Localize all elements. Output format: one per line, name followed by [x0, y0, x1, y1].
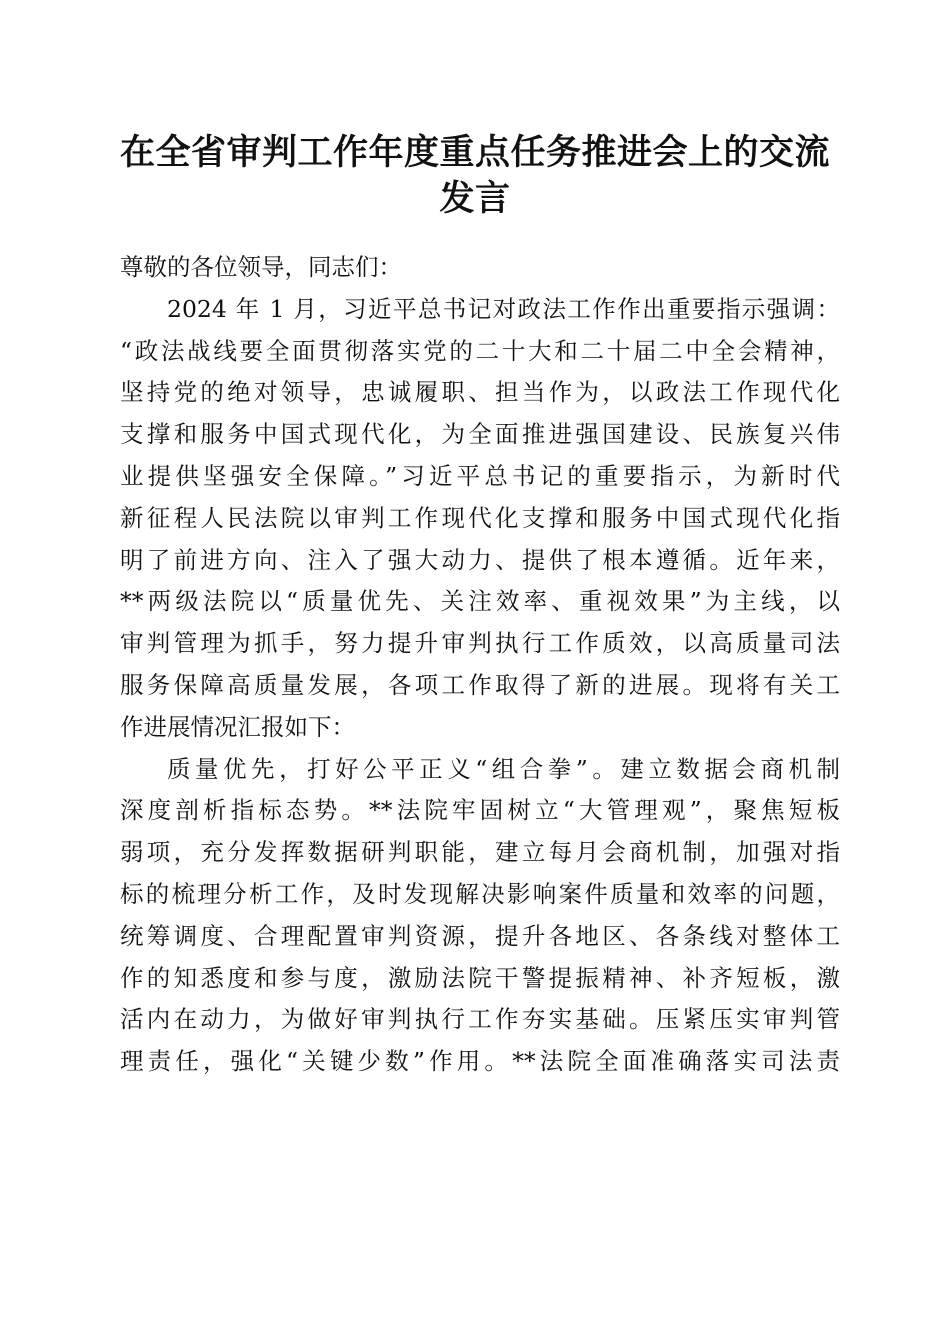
paragraph-line: 统筹调度、合理配置审判资源，提升各地区、各条线对整体工 — [120, 921, 840, 950]
title-line: 在全省审判工作年度重点任务推进会上的交流 — [119, 132, 830, 173]
paragraph-line: 深度剖析指标态势。**法院牢固树立“大管理观”，聚焦短板 — [120, 796, 840, 825]
paragraph-line: 作进展情况汇报如下： — [120, 712, 355, 741]
paragraph-line: “政法战线要全面贯彻落实党的二十大和二十届二中全会精神， — [120, 336, 840, 365]
paragraph-2 — [120, 749, 840, 1083]
paragraph-line: 标的梳理分析工作，及时发现解决影响案件质量和效率的问题， — [120, 879, 840, 908]
paragraph-line: 服务保障高质量发展，各项工作取得了新的进展。现将有关工 — [120, 670, 840, 699]
paragraph-line: 支撑和服务中国式现代化，为全面推进强国建设、民族复兴伟 — [120, 420, 840, 449]
paragraph-line: 坚持党的绝对领导，忠诚履职、担当作为，以政法工作现代化 — [120, 378, 840, 407]
paragraph-line: 理责任，强化“关键少数”作用。**法院全面准确落实司法责 — [120, 1047, 840, 1076]
paragraph-line: 新征程人民法院以审判工作现代化支撑和服务中国式现代化指 — [120, 503, 840, 532]
paragraph-line: 活内在动力，为做好审判执行工作夯实基础。压紧压实审判管 — [120, 1005, 840, 1034]
paragraph-line: **两级法院以“质量优先、关注效率、重视效果”为主线，以 — [120, 587, 840, 616]
document-body — [120, 247, 840, 1083]
paragraph-1 — [120, 289, 840, 749]
salutation: 尊敬的各位领导，同志们： — [120, 253, 402, 281]
paragraph-line: 弱项，充分发挥数据研判职能，建立每月会商机制，加强对指 — [120, 838, 840, 867]
title-line: 发言 — [439, 178, 511, 219]
paragraph-line: 明了前进方向、注入了强大动力、提供了根本遵循。近年来， — [120, 545, 840, 574]
paragraph-line: 2024 年 1 月，习近平总书记对政法工作作出重要指示强调： — [167, 294, 840, 323]
paragraph-line: 审判管理为抓手，努力提升审判执行工作质效，以高质量司法 — [120, 629, 840, 658]
paragraph-line: 质量优先，打好公平正义“组合拳”。建立数据会商机制 — [167, 754, 840, 783]
document-title — [100, 130, 850, 222]
paragraph-line: 业提供坚强安全保障。”习近平总书记的重要指示，为新时代 — [120, 461, 840, 490]
paragraph-line: 作的知悉度和参与度，激励法院干警提振精神、补齐短板，激 — [120, 963, 840, 992]
